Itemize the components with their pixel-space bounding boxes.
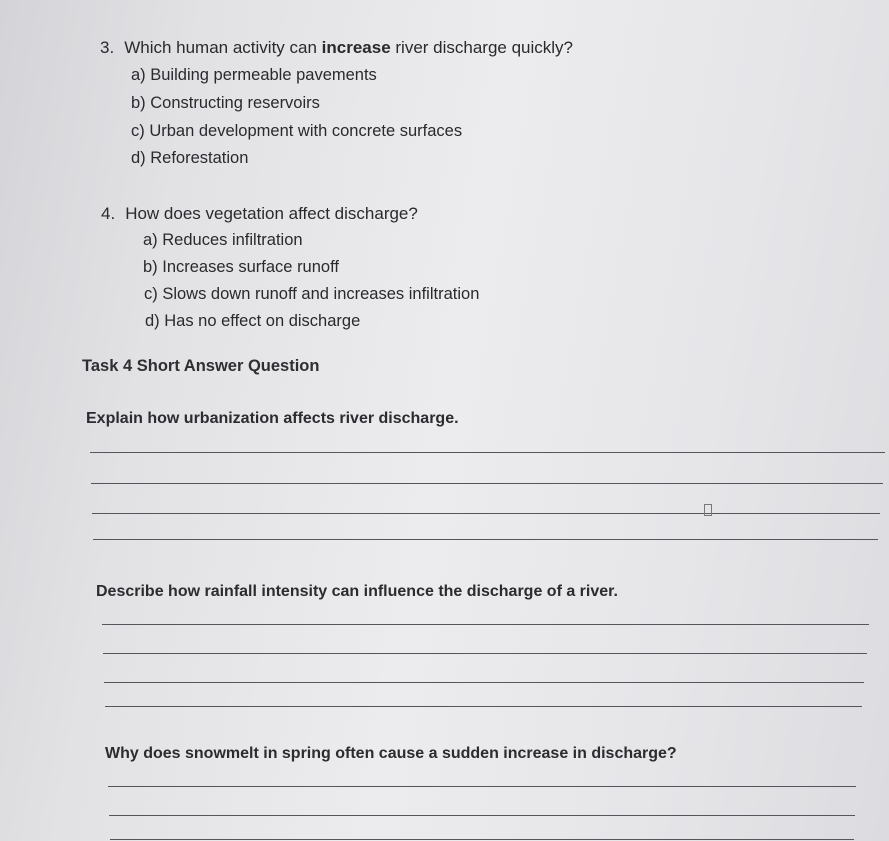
question-3-text-before: Which human activity can [124, 38, 322, 57]
answer-line-2-2 [103, 653, 867, 654]
ink-mark [704, 504, 712, 516]
prompt-urbanization: Explain how urbanization affects river discharge. [86, 410, 459, 427]
question-3-emphasis: increase [321, 38, 391, 57]
question-3 [100, 38, 573, 58]
answer-line-2-1 [102, 624, 869, 625]
answer-line-2-4 [105, 706, 862, 707]
question-3-option-b: b) Constructing reservoirs [131, 94, 320, 112]
question-4-number: 4. [101, 204, 116, 223]
answer-line-1-1 [90, 452, 885, 453]
question-3-option-d: d) Reforestation [131, 149, 249, 167]
question-3-option-c: c) Urban development with concrete surfaces [131, 122, 463, 140]
prompt-snowmelt: Why does snowmelt in spring often cause a sudden increase in discharge? [105, 745, 677, 762]
question-4-option-b: b) Increases surface runoff [143, 258, 339, 276]
answer-line-3-3 [110, 839, 854, 840]
answer-line-3-1 [108, 786, 856, 787]
task-title: Task 4 Short Answer Question [82, 357, 320, 375]
answer-line-2-3 [104, 682, 864, 683]
prompt-rainfall-intensity: Describe how rainfall intensity can influence the discharge of a river. [96, 583, 618, 600]
answer-line-1-4 [93, 539, 878, 540]
question-4-option-c: c) Slows down runoff and increases infiltration [144, 285, 480, 303]
question-4-text: How does vegetation affect discharge? [125, 204, 418, 223]
answer-line-1-2 [91, 483, 883, 484]
question-4 [101, 204, 418, 224]
question-3-option-a: a) Building permeable pavements [131, 66, 377, 84]
question-4-option-d: d) Has no effect on discharge [145, 312, 361, 330]
question-3-text-after: river discharge quickly? [390, 38, 574, 57]
answer-line-1-3 [92, 513, 880, 514]
question-4-option-a: a) Reduces infiltration [143, 231, 303, 249]
answer-line-3-2 [109, 815, 855, 816]
question-3-number: 3. [100, 38, 115, 57]
